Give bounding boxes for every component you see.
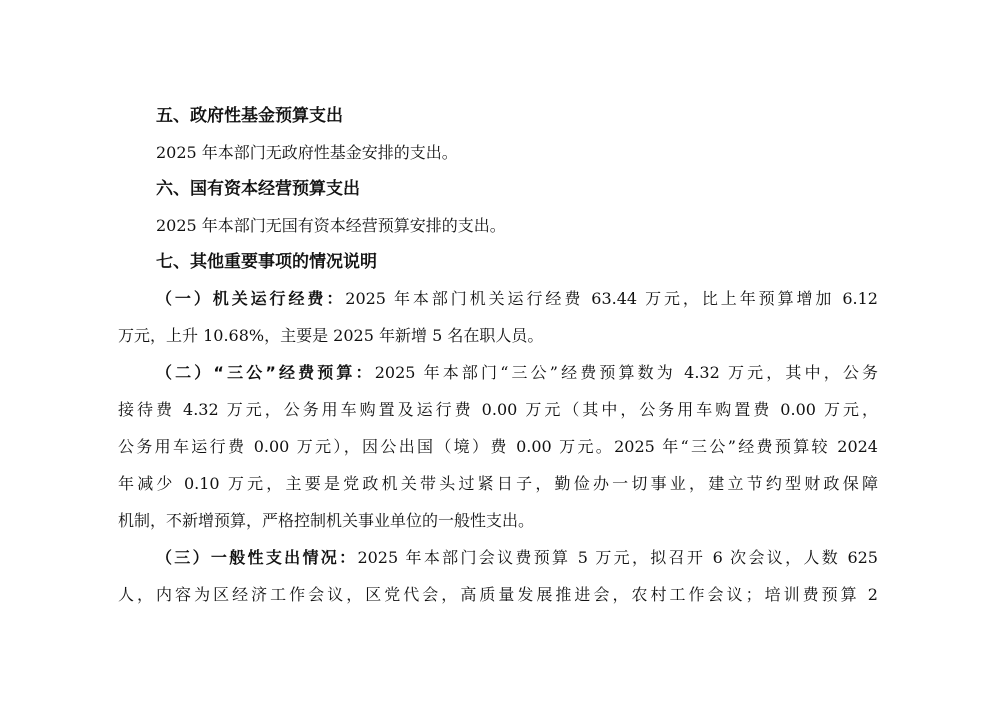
section-six-heading: 六、国有资本经营预算支出 bbox=[156, 179, 360, 199]
section-five-text: 2025 年本部门无政府性基金安排的支出。 bbox=[156, 143, 458, 162]
three-public-text: 2025 年本部门“三公”经费预算数为 4.32 万元，其中，公务 bbox=[374, 363, 878, 382]
section-six-text: 2025 年本部门无国有资本经营预算安排的支出。 bbox=[156, 216, 506, 235]
operating-expense-paragraph-line bbox=[118, 280, 878, 317]
three-public-text-line3: 公务用车运行费 0.00 万元），因公出国（境）费 0.00 万元。2025 年“三公”经费预算较 2024 bbox=[118, 437, 878, 456]
document-body bbox=[118, 98, 878, 613]
section-five-heading: 五、政府性基金预算支出 bbox=[156, 106, 343, 126]
three-public-text-line5: 机制，不新增预算，严格控制机关事业单位的一般性支出。 bbox=[118, 511, 535, 530]
three-public-paragraph-line bbox=[118, 354, 878, 391]
general-expense-text-line2: 人，内容为区经济工作会议，区党代会，高质量发展推进会，农村工作会议；培训费预算 2 bbox=[118, 585, 878, 604]
operating-expense-text-cont: 万元，上升 10.68%，主要是 2025 年新增 5 名在职人员。 bbox=[118, 326, 544, 345]
general-expense-paragraph-line bbox=[118, 539, 878, 576]
operating-expense-label: （一）机关运行经费： bbox=[156, 289, 346, 308]
general-expense-text: 2025 年本部门会议费预算 5 万元，拟召开 6 次会议，人数 625 bbox=[357, 548, 878, 567]
section-seven-heading: 七、其他重要事项的情况说明 bbox=[156, 252, 377, 272]
three-public-text-line4: 年减少 0.10 万元，主要是党政机关带头过紧日子，勤俭办一切事业，建立节约型财政保障 bbox=[118, 474, 878, 493]
three-public-label: （二）“三公”经费预算： bbox=[156, 363, 375, 382]
general-expense-label: （三）一般性支出情况： bbox=[156, 548, 358, 567]
three-public-text-line2: 接待费 4.32 万元，公务用车购置及运行费 0.00 万元（其中，公务用车购置费 0.00 万元， bbox=[118, 400, 878, 419]
operating-expense-text: 2025 年本部门机关运行经费 63.44 万元，比上年预算增加 6.12 bbox=[345, 289, 878, 308]
